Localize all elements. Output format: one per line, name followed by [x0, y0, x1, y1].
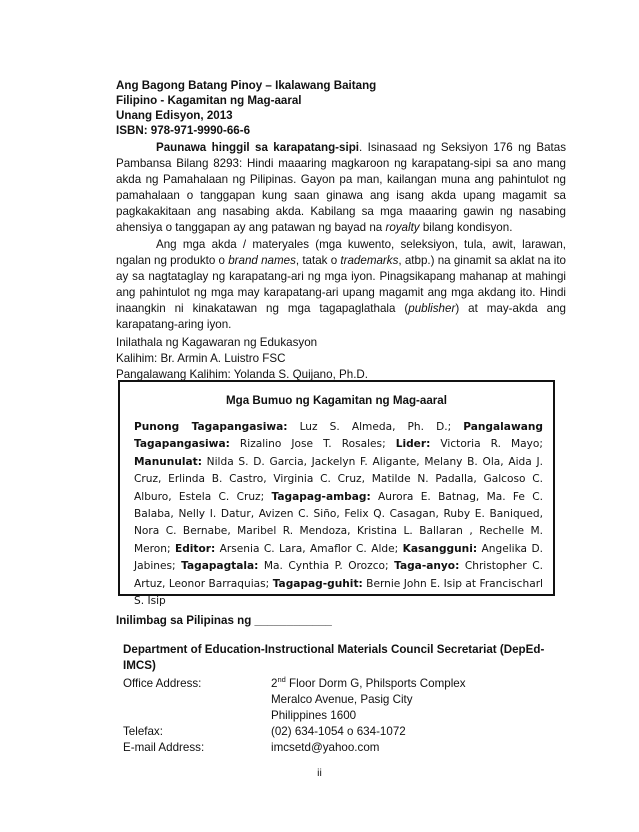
materials-notice: [116, 237, 566, 333]
materials-text-4: ) at may-akda ang karapatang-aring iyon.: [116, 302, 566, 331]
brand-names-term: brand names: [228, 254, 296, 267]
page-number: ii: [317, 767, 322, 779]
credit-role: Punong Tagapangasiwa:: [134, 421, 288, 433]
credit-names: Ma. Cynthia P. Orozco;: [258, 560, 395, 573]
printed-by-line: Inilimbag sa Pilipinas ng ____________: [116, 614, 332, 627]
book-subtitle: Filipino - Kagamitan ng Mag-aaral: [116, 94, 302, 107]
undersecretary-line: Pangalawang Kalihim: Yolanda S. Quijano, Ph.D.: [116, 368, 369, 381]
email-value: imcsetd@yahoo.com: [271, 741, 380, 754]
credit-names: Luz S. Almeda, Ph. D.;: [287, 421, 464, 433]
credit-role: Tagapag-guhit:: [272, 577, 363, 590]
credit-names: Bernie John E. Isip at Francischarl S. Isip: [134, 577, 543, 608]
credit-role: Pangalawang Tagapangasiwa:: [134, 421, 544, 451]
edition: Unang Edisyon, 2013: [116, 109, 233, 122]
royalty-term: royalty: [385, 221, 420, 234]
credit-role: Taga-anyo:: [394, 560, 460, 573]
notice-body: . Isinasaad ng Seksiyon 176 ng Batas Pambansa Bilang 8293: Hindi maaaring magkaroon ng karapatang-sipi sa ano mang akda ng Pamahalaan ng Pilipinas. Gayon pa man, kailangan muna ang pahintulot ng pamahalaan o tanggapan kung saan ginawa ang isang akda upang magamit sa pagkakakitaan ang nasabing akda. Kabilang sa mga maaaring gawin ng nasabing ahensiya o tanggapan ay ang patawan ng bayad na: [116, 141, 566, 234]
credit-names: Arsenia C. Lara, Amaflor C. Alde;: [215, 542, 403, 555]
credit-names: Angelika D. Jabines;: [134, 542, 543, 573]
email-label: E-mail Address:: [123, 741, 205, 754]
notice-tail: bilang kondisyon.: [419, 221, 513, 234]
floor-rest: Floor Dorm G, Philsports Complex: [285, 677, 466, 690]
credit-names: Rizalino Jose T. Rosales;: [229, 438, 396, 451]
credits-box: [118, 380, 555, 608]
credit-names: Christopher C. Artuz, Leonor Barraquias;: [134, 560, 543, 590]
credit-names: Victoria R. Mayo;: [430, 438, 543, 451]
office-address-label: Office Address:: [123, 677, 202, 690]
credit-role: Lider:: [395, 438, 431, 451]
secretary-line: Kalihim: Br. Armin A. Luistro FSC: [116, 352, 286, 365]
telefax-label: Telefax:: [123, 725, 163, 738]
notice-lead: Paunawa hinggil sa karapatang-sipi: [156, 141, 359, 154]
credit-role: Tagapagtala:: [181, 560, 259, 573]
copyright-notice: [116, 140, 566, 236]
materials-text-1: Ang mga akda / materyales (mga kuwento, seleksiyon, tula, awit, larawan, ngalan ng produkto o: [116, 238, 566, 267]
office-address-line-2: Meralco Avenue, Pasig City: [271, 693, 413, 706]
credit-role: Kasangguni:: [402, 542, 478, 555]
trademarks-term: trademarks: [340, 254, 399, 267]
publisher-line: Inilathala ng Kagawaran ng Edukasyon: [116, 336, 318, 349]
publisher-term: publisher: [408, 302, 456, 315]
department-name: Department of Education-Instructional Materials Council Secretariat (DepEd-IMCS): [123, 643, 545, 672]
publication-info: [116, 335, 566, 383]
credit-role: Tagapag-ambag:: [271, 490, 371, 503]
floor-number: 2: [271, 677, 278, 690]
materials-text-2: , tatak o: [295, 254, 341, 267]
book-header: [116, 78, 566, 138]
credit-names: Nilda S. D. Garcia, Jackelyn F. Aligante, Melany B. Ola, Aida J. Cruz, Erlinda B. Castro, Virginia C. Cruz, Matilde N. Padalla, Galcoso C. Alburo, Estela C. Cruz;: [134, 455, 543, 503]
isbn: ISBN: 978-971-9990-66-6: [116, 124, 251, 137]
credit-names: Aurora E. Batnag, Ma. Fe C. Balaba, Nelly I. Datur, Avizen C. Siño, Felix Q. Casagan, Ruby E. Baniqued, Nora C. Bernabe, Maribel R. Mendoza, Kristina L. Ballaran , Rechelle M. Meron;: [134, 490, 543, 555]
address-block: [123, 676, 563, 756]
floor-ordinal: nd: [277, 675, 286, 685]
credits-body: [134, 419, 543, 610]
deped-contact: [123, 642, 563, 756]
telefax-value: (02) 634-1054 o 634-1072: [271, 725, 406, 738]
office-address-line-3: Philippines 1600: [271, 709, 357, 722]
credit-role: Manunulat:: [134, 455, 202, 468]
book-title: Ang Bagong Batang Pinoy – Ikalawang Baitang: [116, 79, 377, 92]
office-address-line-1: [271, 676, 466, 692]
credits-title: Mga Bumuo ng Kagamitan ng Mag-aaral: [226, 394, 447, 407]
materials-text-3: , atbp.) na ginamit sa aklat na ito ay sa nagtataglay ng karapatang-ari ng mga iyon. Pinagsikapang mahanap at mahingi ang pahintulot ng mga may karapatang-ari upang magamit ang mga akdang ito. Hindi inaangkin ni kinakatawan ng mga tagapaglathala (: [116, 254, 567, 315]
credit-role: Editor:: [174, 542, 216, 555]
